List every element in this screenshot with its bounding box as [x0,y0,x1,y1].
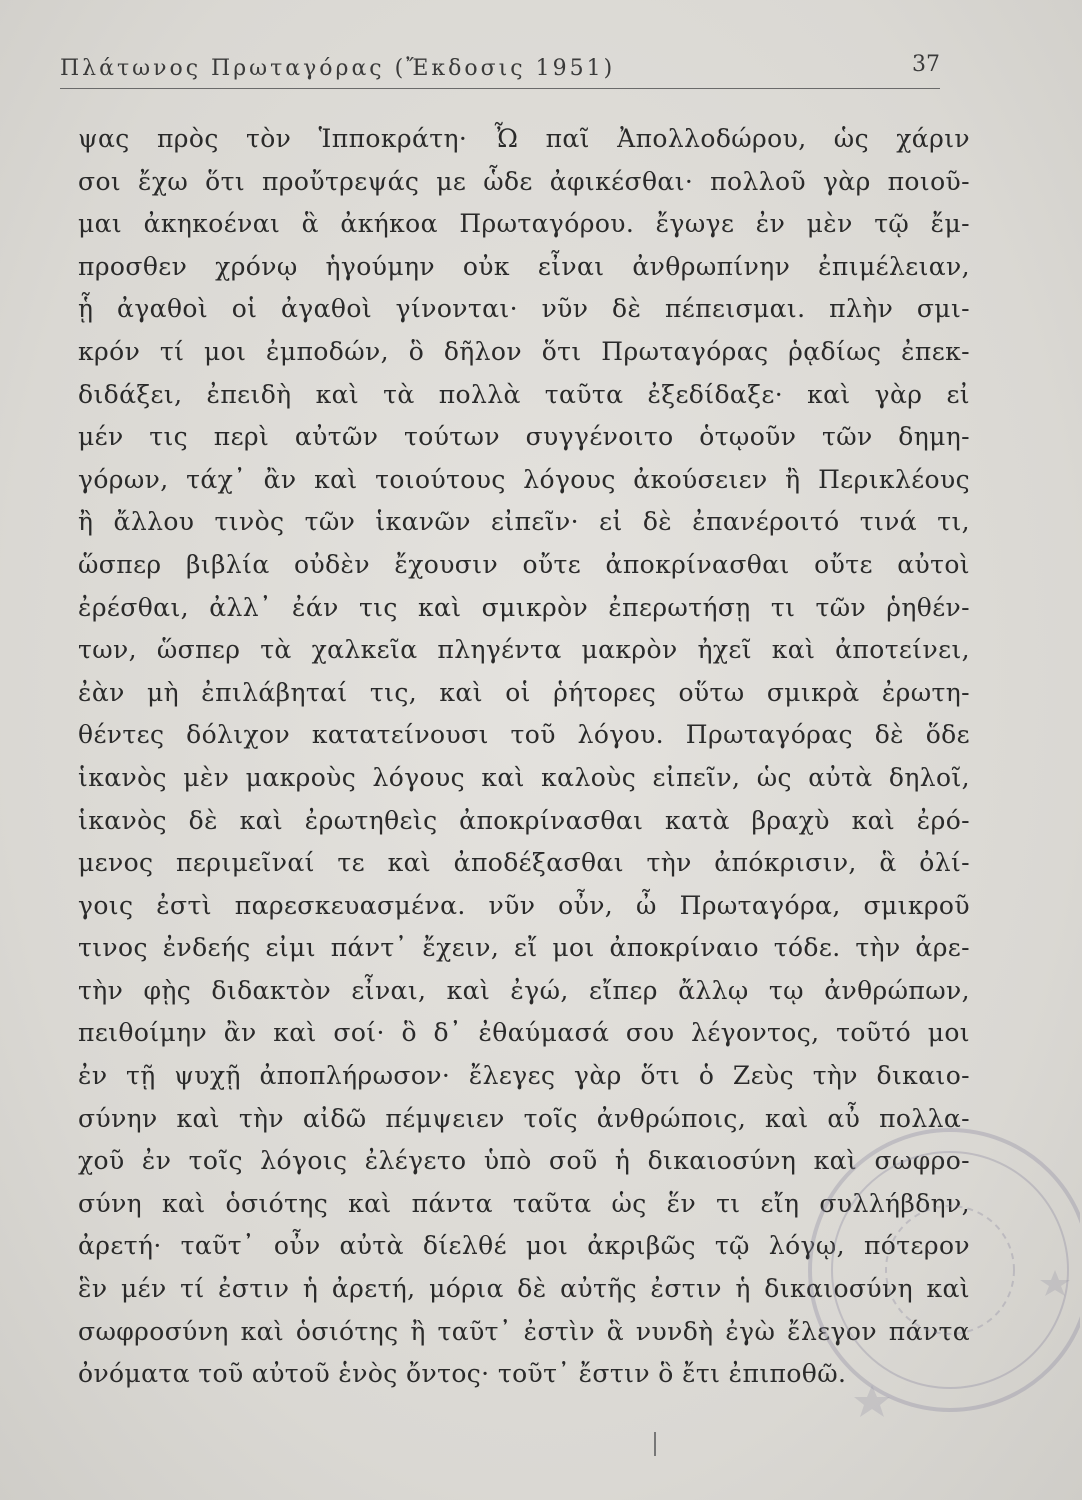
running-title: Πλάτωνος Πρωταγόρας (Ἔκδοσις 1951) [60,56,616,81]
running-head [60,48,940,88]
text-line: ἀρετή· ταῦτ᾽ οὖν αὐτὰ δίελθέ μοι ἀκριβῶς τῷ λόγῳ, πότερον [78,1231,970,1261]
text-line: γόρων, τάχ᾽ ἂν καὶ τοιούτους λόγους ἀκούσειεν ἢ Περικλέους [78,464,970,494]
text-line: διδάξει, ἐπειδὴ καὶ τὰ πολλὰ ταῦτα ἐξεδίδαξε· καὶ γὰρ εἰ [78,379,970,409]
text-line: γοις ἐστὶ παρεσκευασμένα. νῦν οὖν, ὦ Πρωταγόρα, σμικροῦ [78,890,970,920]
header-rule [60,88,940,89]
text-line: σοι ἔχω ὅτι προὔτρεψάς με ὧδε ἀφικέσθαι· πολλοῦ γὰρ ποιοῦ- [78,166,970,196]
text-line: ἱκανὸς μὲν μακροὺς λόγους καὶ καλοὺς εἰπεῖν, ὡς αὐτὰ δηλοῖ, [78,762,970,792]
text-line: σύνην καὶ τὴν αἰδῶ πέμψειεν τοῖς ἀνθρώποις, καὶ αὖ πολλα- [78,1103,970,1133]
text-line: ψας πρὸς τὸν Ἱπποκράτη· Ὦ παῖ Ἀπολλοδώρου, ὡς χάριν [78,124,970,153]
text-line: ἐὰν μὴ ἐπιλάβηταί τις, καὶ οἱ ῥήτορες οὕτω σμικρὰ ἐρωτη- [78,677,970,707]
text-line: ἐρέσθαι, ἀλλ᾽ ἐάν τις καὶ σμικρὸν ἐπερωτήσῃ τι τῶν ῥηθέν- [78,592,970,622]
text-line: προσθεν χρόνῳ ἡγούμην οὐκ εἶναι ἀνθρωπίνην ἐπιμέλειαν, [78,251,970,281]
text-line: ἱκανὸς δὲ καὶ ἐρωτηθεὶς ἀποκρίνασθαι κατὰ βραχὺ καὶ ἐρό- [78,805,970,835]
text-line: πειθοίμην ἂν καὶ σοί· ὃ δ᾽ ἐθαύμασά σου λέγοντος, τοῦτό μοι [78,1018,970,1048]
text-line: τινος ἐνδεής εἰμι πάντ᾽ ἔχειν, εἴ μοι ἀποκρίναιο τόδε. τὴν ἀρε- [78,933,970,963]
text-line: ὥσπερ βιβλία οὐδὲν ἔχουσιν οὔτε ἀποκρίνασθαι οὔτε αὐτοὶ [78,549,970,579]
text-line: χοῦ ἐν τοῖς λόγοις ἐλέγετο ὑπὸ σοῦ ἡ δικαιοσύνη καὶ σωφρο- [78,1146,970,1176]
text-line: ἓν μέν τί ἐστιν ἡ ἀρετή, μόρια δὲ αὐτῆς ἐστιν ἡ δικαιοσύνη καὶ [78,1274,970,1304]
margin-mark [654,1432,656,1456]
text-line: θέντες δόλιχον κατατείνουσι τοῦ λόγου. Πρωταγόρας δὲ ὅδε [78,720,970,750]
text-line: ὀνόματα τοῦ αὐτοῦ ἑνὸς ὄντος· τοῦτ᾽ ἔστιν ὃ ἔτι ἐπιποθῶ. [78,1359,847,1389]
text-line: μέν τις περὶ αὐτῶν τούτων συγγένοιτο ὁτῳοῦν τῶν δημη- [78,422,970,452]
text-line: κρόν τί μοι ἐμποδών, ὃ δῆλον ὅτι Πρωταγόρας ῥᾳδίως ἐπεκ- [78,336,970,366]
body-text [78,118,970,1396]
page-number: 37 [912,52,940,77]
text-line: των, ὥσπερ τὰ χαλκεῖα πληγέντα μακρὸν ἠχεῖ καὶ ἀποτείνει, [78,635,970,665]
text-line: τὴν φῂς διδακτὸν εἶναι, καὶ ἐγώ, εἴπερ ἄλλῳ τῳ ἀνθρώπων, [78,975,970,1005]
text-line: σωφροσύνη καὶ ὁσιότης ἢ ταῦτ᾽ ἐστὶν ἃ νυνδὴ ἐγὼ ἔλεγον πάντα [78,1316,970,1346]
text-line: σύνη καὶ ὁσιότης καὶ πάντα ταῦτα ὡς ἕν τι εἴη συλλήβδην, [78,1188,970,1218]
text-line: ᾗ ἀγαθοὶ οἱ ἀγαθοὶ γίνονται· νῦν δὲ πέπεισμαι. πλὴν σμι- [78,294,970,324]
text-line: ἢ ἄλλου τινὸς τῶν ἱκανῶν εἰπεῖν· εἰ δὲ ἐπανέροιτό τινά τι, [78,507,970,537]
text-line: ἐν τῇ ψυχῇ ἀποπλήρωσον· ἔλεγες γὰρ ὅτι ὁ Ζεὺς τὴν δικαιο- [78,1061,970,1091]
text-line: μαι ἀκηκοέναι ἃ ἀκήκοα Πρωταγόρου. ἔγωγε ἐν μὲν τῷ ἔμ- [78,209,970,239]
text-line: μενος περιμεῖναί τε καὶ ἀποδέξασθαι τὴν ἀπόκρισιν, ἃ ὀλί- [78,848,970,878]
